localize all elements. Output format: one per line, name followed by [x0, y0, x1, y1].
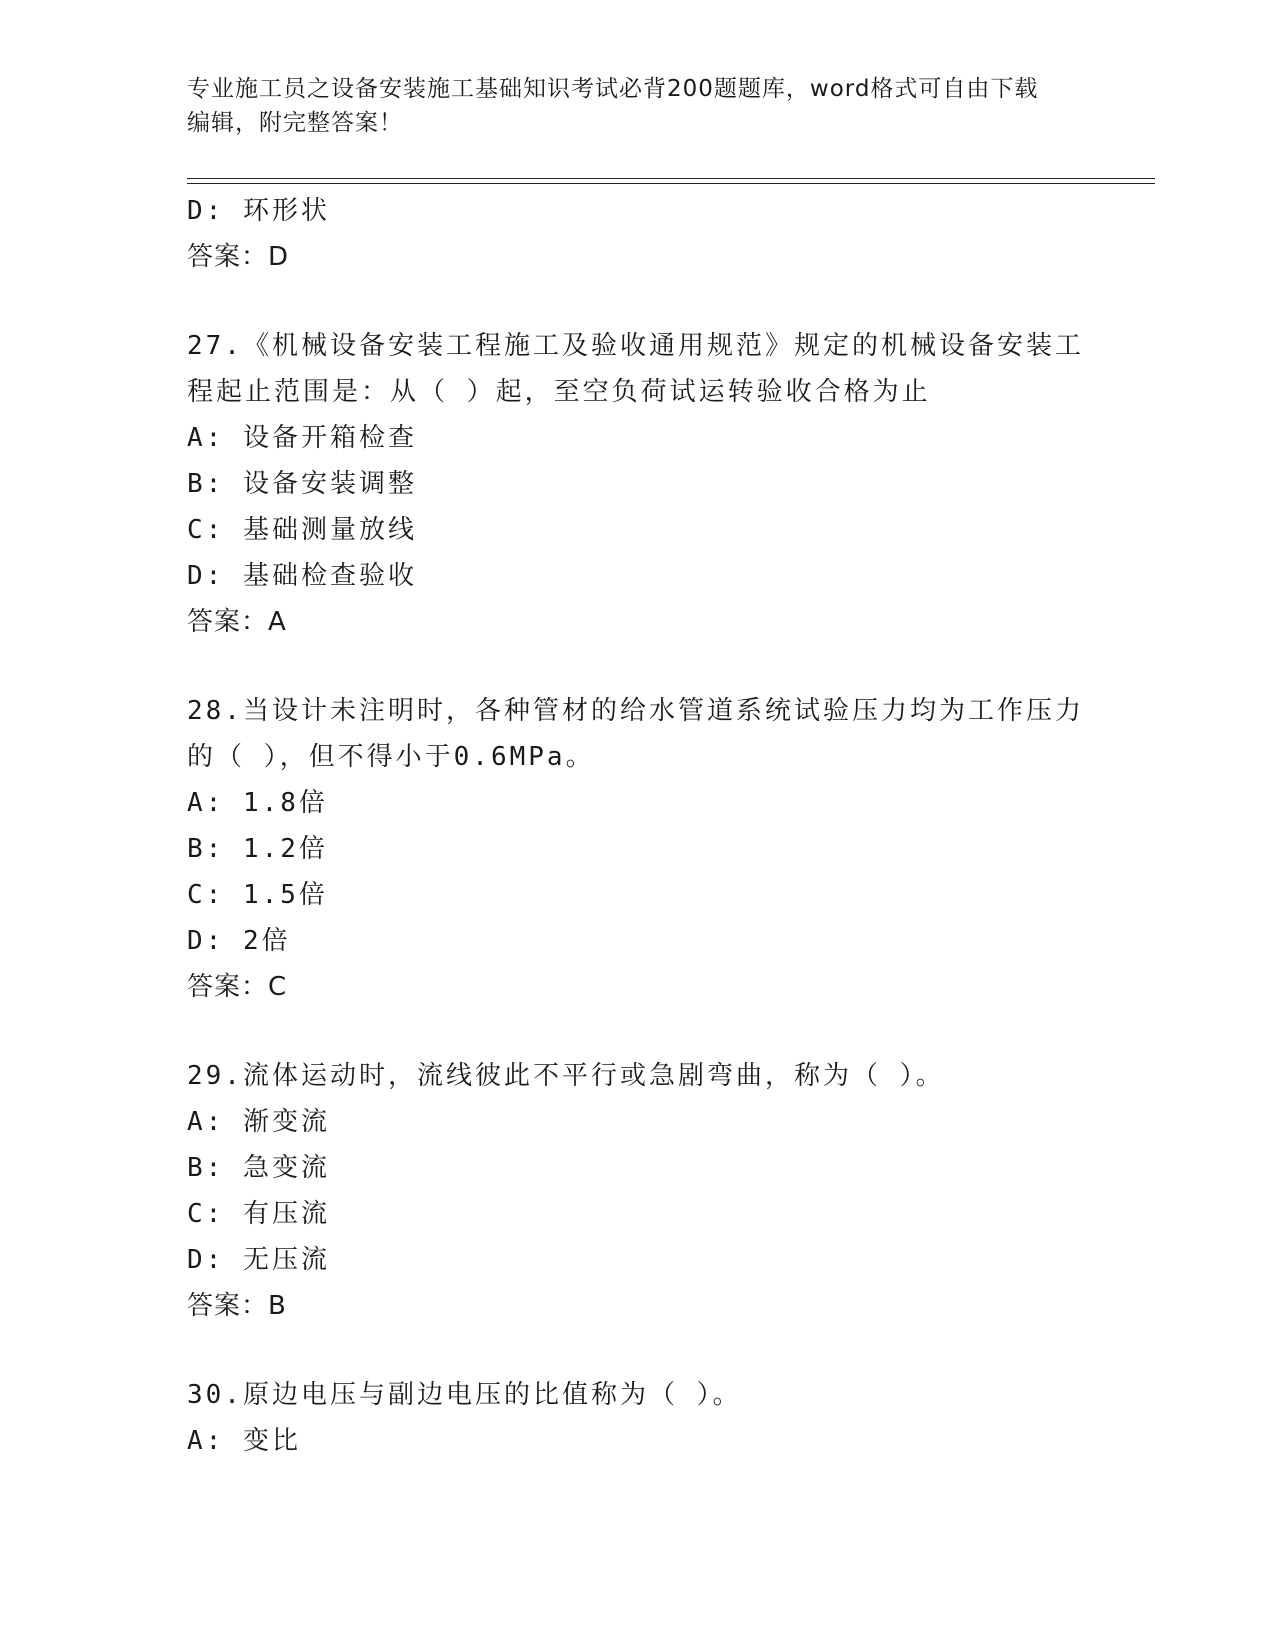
question-stem: 30.原边电压与副边电压的比值称为（ ）。 [187, 1380, 742, 1410]
option-b: B: 急变流 [187, 1153, 330, 1183]
option-d: D: 无压流 [187, 1245, 330, 1275]
answer-label: 答案：B [187, 1291, 287, 1321]
header-divider-bottom [187, 183, 1155, 184]
question-stem-continued: 程起止范围是：从（ ）起，至空负荷试运转验收合格为止 [187, 377, 931, 407]
header-title-line-1: 专业施工员之设备安装施工基础知识考试必背200题题库，word格式可自由下载 [187, 76, 1039, 102]
option-d: D: 环形状 [187, 196, 330, 226]
question-stem: 27.《机械设备安装工程施工及验收通用规范》规定的机械设备安装工 [187, 331, 1084, 361]
answer-label: 答案：D [187, 242, 290, 272]
document-header [187, 72, 1087, 140]
option-b: B: 1.2倍 [187, 834, 328, 864]
option-d: D: 2倍 [187, 926, 291, 956]
option-a: A: 渐变流 [187, 1107, 330, 1137]
question-27 [187, 323, 1087, 645]
header-title-line-2: 编辑，附完整答案！ [187, 110, 403, 136]
answer-label: 答案：A [187, 607, 287, 637]
option-c: C: 1.5倍 [187, 880, 328, 910]
option-d: D: 基础检查验收 [187, 561, 417, 591]
option-b: B: 设备安装调整 [187, 469, 417, 499]
option-c: C: 有压流 [187, 1199, 330, 1229]
option-c: C: 基础测量放线 [187, 515, 417, 545]
question-list [187, 188, 1087, 1464]
question-28 [187, 688, 1087, 1010]
question-stem: 29.流体运动时，流线彼此不平行或急剧弯曲，称为（ ）。 [187, 1061, 945, 1091]
option-a: A: 设备开箱检查 [187, 423, 417, 453]
option-a: A: 变比 [187, 1426, 301, 1456]
question-30 [187, 1372, 1087, 1464]
option-a: A: 1.8倍 [187, 788, 328, 818]
answer-label: 答案：C [187, 972, 288, 1002]
question-29 [187, 1053, 1087, 1329]
question-stem: 28.当设计未注明时，各种管材的给水管道系统试验压力均为工作压力 [187, 696, 1084, 726]
question-stem-continued: 的（ ），但不得小于0.6MPa。 [187, 742, 595, 772]
header-divider-top [187, 178, 1155, 179]
